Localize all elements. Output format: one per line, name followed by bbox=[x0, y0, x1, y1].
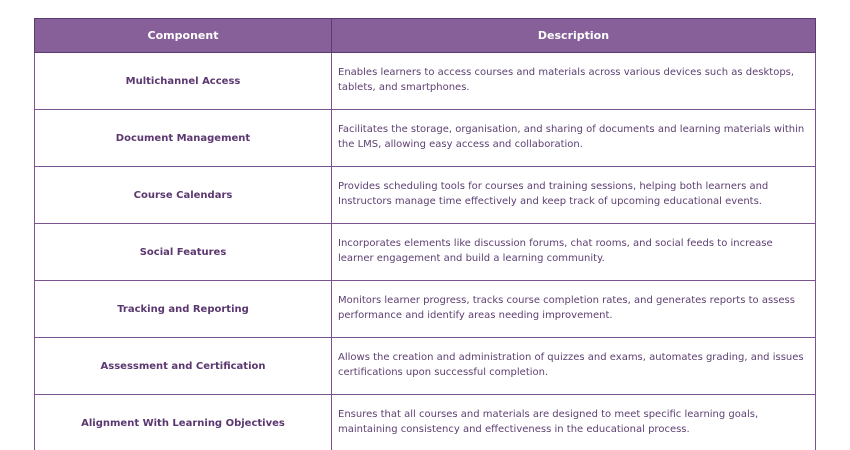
description-cell: Incorporates elements like discussion forums, chat rooms, and social feeds to increase learner engagement and build a learning community. bbox=[332, 224, 816, 281]
component-cell: Course Calendars bbox=[35, 167, 332, 224]
description-cell: Enables learners to access courses and materials across various devices such as desktops, tablets, and smartphones. bbox=[332, 53, 816, 110]
description-cell: Ensures that all courses and materials are designed to meet specific learning goals, maintaining consistency and effectiveness in the educational process. bbox=[332, 395, 816, 450]
component-cell: Social Features bbox=[35, 224, 332, 281]
component-cell: Assessment and Certification bbox=[35, 338, 332, 395]
table-row bbox=[35, 167, 816, 224]
component-cell: Document Management bbox=[35, 110, 332, 167]
table-row bbox=[35, 110, 816, 167]
table-row bbox=[35, 338, 816, 395]
header-component: Component bbox=[35, 19, 332, 53]
table-row bbox=[35, 53, 816, 110]
table-row bbox=[35, 281, 816, 338]
description-cell: Facilitates the storage, organisation, and sharing of documents and learning materials within the LMS, allowing easy access and collaboration. bbox=[332, 110, 816, 167]
description-cell: Provides scheduling tools for courses and training sessions, helping both learners and Instructors manage time effectively and keep track of upcoming educational events. bbox=[332, 167, 816, 224]
table-header-row bbox=[35, 19, 816, 53]
component-cell: Tracking and Reporting bbox=[35, 281, 332, 338]
table-row bbox=[35, 224, 816, 281]
component-cell: Alignment With Learning Objectives bbox=[35, 395, 332, 450]
table-row bbox=[35, 395, 816, 450]
component-cell: Multichannel Access bbox=[35, 53, 332, 110]
description-cell: Monitors learner progress, tracks course completion rates, and generates reports to assess performance and identify areas needing improvement. bbox=[332, 281, 816, 338]
header-description: Description bbox=[332, 19, 816, 53]
description-cell: Allows the creation and administration of quizzes and exams, automates grading, and issues certifications upon successful completion. bbox=[332, 338, 816, 395]
lms-components-table bbox=[34, 18, 816, 450]
